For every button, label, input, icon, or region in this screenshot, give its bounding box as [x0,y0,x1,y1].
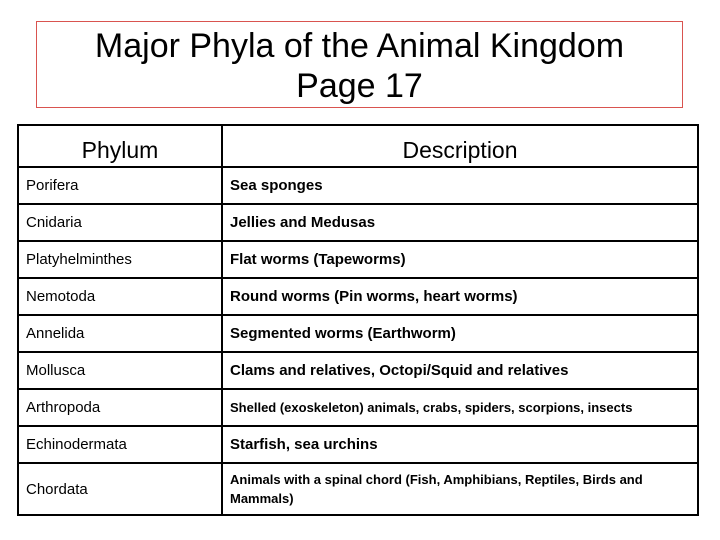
title-box [36,21,683,108]
phylum-cell: Echinodermata [18,426,222,463]
table-row [18,389,698,426]
phylum-cell: Annelida [18,315,222,352]
description-cell: Segmented worms (Earthworm) [222,315,698,352]
header-description: Description [222,125,698,167]
description-cell: Starfish, sea urchins [222,426,698,463]
phylum-cell: Chordata [18,463,222,515]
phylum-cell: Platyhelminthes [18,241,222,278]
header-phylum: Phylum [18,125,222,167]
phylum-cell: Cnidaria [18,204,222,241]
page-subtitle: Page 17 [296,67,423,105]
description-cell: Clams and relatives, Octopi/Squid and relatives [222,352,698,389]
table-header-row [18,125,698,167]
page-title: Major Phyla of the Animal Kingdom [94,27,625,65]
table-row [18,426,698,463]
table-row [18,278,698,315]
description-cell: Jellies and Medusas [222,204,698,241]
description-cell: Sea sponges [222,167,698,204]
phylum-cell: Mollusca [18,352,222,389]
phyla-table [17,124,699,516]
description-cell: Round worms (Pin worms, heart worms) [222,278,698,315]
phylum-cell: Porifera [18,167,222,204]
description-cell: Flat worms (Tapeworms) [222,241,698,278]
table-row [18,241,698,278]
description-cell: Animals with a spinal chord (Fish, Amphibians, Reptiles, Birds and Mammals) [222,463,698,515]
table-row [18,463,698,515]
table-row [18,315,698,352]
phylum-cell: Nemotoda [18,278,222,315]
description-cell: Shelled (exoskeleton) animals, crabs, spiders, scorpions, insects [222,389,698,426]
table-row [18,352,698,389]
table-row [18,204,698,241]
phylum-cell: Arthropoda [18,389,222,426]
table-row [18,167,698,204]
